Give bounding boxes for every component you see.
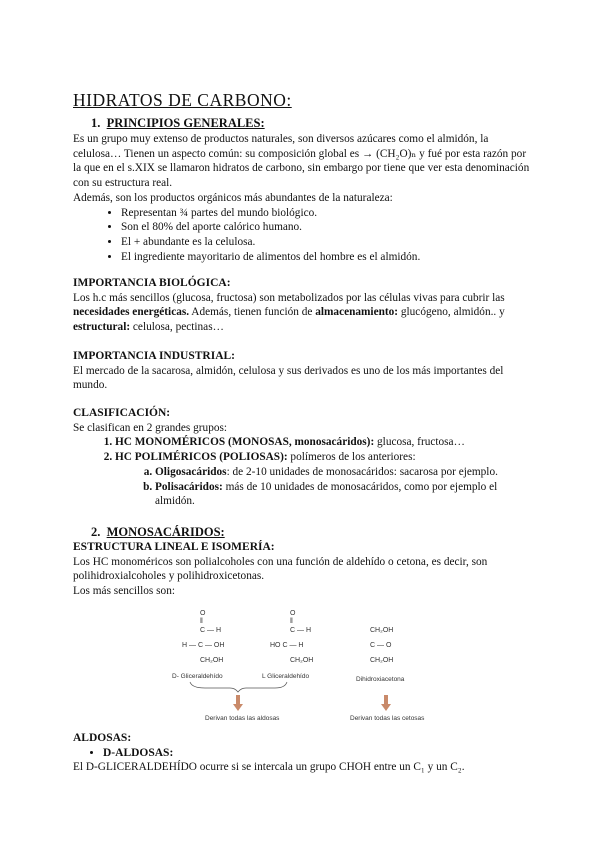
bold-text: HC POLIMÉRICOS (POLIOSAS): xyxy=(115,451,288,464)
cetosas-caption: Derivan todas las cetosas xyxy=(350,715,425,722)
bold-text: Oligosacáridos xyxy=(155,465,227,478)
svg-text:C — H: C — H xyxy=(200,627,221,634)
subheading: IMPORTANCIA INDUSTRIAL: xyxy=(73,350,235,362)
list-item: • El ingrediente mayoritario de alimentos del hombre es el almidón. xyxy=(121,250,533,265)
paragraph: Los más sencillos son: xyxy=(73,585,175,598)
subheading: IMPORTANCIA BIOLÓGICA: xyxy=(73,277,231,289)
paragraph xyxy=(73,291,533,335)
text: celulosa, pectinas… xyxy=(130,321,224,334)
list-item: • Son el 80% del aporte calórico humano. xyxy=(121,220,533,235)
list-item: • Representan ¾ partes del mundo biológico. xyxy=(121,206,533,221)
paragraph: El mercado de la sacarosa, almidón, celulosa y sus derivados es uno de los más importantes del mundo. xyxy=(73,364,504,392)
list-item: • El + abundante es la celulosa. xyxy=(121,235,533,250)
bold-text: estructural: xyxy=(73,321,131,334)
brace xyxy=(190,682,287,692)
dihydroxyacetone-label: Dihidroxiacetona xyxy=(356,676,405,683)
text: polímeros de los anteriores: xyxy=(287,451,416,464)
svg-text:H — C — OH: H — C — OH xyxy=(182,642,225,649)
svg-text:CH₂OH: CH₂OH xyxy=(370,657,394,664)
clasificacion xyxy=(73,406,533,509)
svg-text:CH₂OH: CH₂OH xyxy=(200,657,224,664)
monosacaridos-body xyxy=(73,540,533,599)
section-number: 1. xyxy=(91,116,101,130)
sub-list xyxy=(115,465,533,509)
importancia-industrial xyxy=(73,349,533,393)
paragraph: Se clasifican en 2 grandes grupos: xyxy=(73,421,228,434)
svg-text:‖: ‖ xyxy=(290,618,293,625)
svg-text:CH₂OH: CH₂OH xyxy=(290,657,314,664)
text: glucógeno, almidón.. y xyxy=(398,306,505,319)
list-item xyxy=(115,435,533,450)
svg-text:HO C — H: HO C — H xyxy=(270,642,304,649)
paragraph: Es un grupo muy extenso de productos naturales, son diversos azúcares como el almidón, la celulosa… Tienen un aspecto común: su composición global es → (CH₂O)ₙ y fué por esta razón por la que en el s.XIX se llamaron hidratos de carbono, sin embargo por tiene que ver esta denominación con su estructura real. xyxy=(73,133,530,190)
bold-text: almacenamiento: xyxy=(315,306,399,319)
bullet-list xyxy=(73,746,533,761)
bold-text: necesidades energéticas. xyxy=(73,306,190,319)
section-number: 2. xyxy=(91,525,101,539)
svg-text:O: O xyxy=(200,610,206,617)
svg-text:‖: ‖ xyxy=(200,618,203,625)
text: Los h.c más sencillos (glucosa, fructosa) son metabolizados por las células vivas para cubrir las xyxy=(73,291,505,304)
text: más de 10 unidades de monosacáridos, como por ejemplo el almidón. xyxy=(155,480,498,508)
svg-text:C — O: C — O xyxy=(370,642,392,649)
principios-body xyxy=(73,132,533,264)
d-glyceraldehyde-label: D- Gliceraldehído xyxy=(172,673,223,680)
l-glyceraldehyde-label: L Gliceraldehído xyxy=(262,673,310,680)
bold-text: Polisacáridos: xyxy=(155,480,223,493)
paragraph: Además, son los productos orgánicos más abundantes de la naturaleza: xyxy=(73,191,393,204)
text: glucosa, fructosa… xyxy=(374,436,465,449)
svg-text:C — H: C — H xyxy=(290,627,311,634)
bullet-list xyxy=(73,206,533,265)
svg-text:CH₂OH: CH₂OH xyxy=(370,627,394,634)
svg-text:O: O xyxy=(290,610,296,617)
paragraph: El D-GLICERALDEHÍDO ocurre si se intercala un grupo CHOH entre un C₁ y un C₂. xyxy=(73,761,465,774)
section-title: PRINCIPIOS GENERALES: xyxy=(106,116,265,130)
list-item xyxy=(155,465,533,480)
aldosas-caption: Derivan todas las aldosas xyxy=(205,715,280,722)
section-title: MONOSACÁRIDOS: xyxy=(106,525,225,539)
list-item xyxy=(115,450,533,509)
list-item: • D-ALDOSAS: xyxy=(103,746,533,761)
aldosas-section xyxy=(73,731,533,775)
text: Además, tienen función de xyxy=(189,306,316,319)
importancia-biologica xyxy=(73,276,533,335)
numbered-list xyxy=(73,435,533,509)
paragraph: Los HC monoméricos son polialcoholes con una función de aldehído o cetona, es decir, son polihidroxialcoholes y polihidroxicetonas. xyxy=(73,555,488,583)
page-title: HIDRATOS DE CARBONO: xyxy=(73,90,292,110)
bold-text: HC MONOMÉRICOS (MONOSAS, monosacáridos): xyxy=(115,436,375,449)
text: : de 2-10 unidades de monosacáridos: sacarosa por ejemplo. xyxy=(226,465,498,478)
section-heading-monosacaridos xyxy=(91,525,551,540)
glyceraldehyde-figure xyxy=(160,605,450,723)
list-item xyxy=(155,480,533,509)
subheading: ALDOSAS: xyxy=(73,732,132,744)
subheading: ESTRUCTURA LINEAL E ISOMERÍA: xyxy=(73,541,275,553)
section-heading-principios xyxy=(91,116,551,131)
arrow-icon xyxy=(233,695,391,711)
subheading: CLASIFICACIÓN: xyxy=(73,407,171,419)
